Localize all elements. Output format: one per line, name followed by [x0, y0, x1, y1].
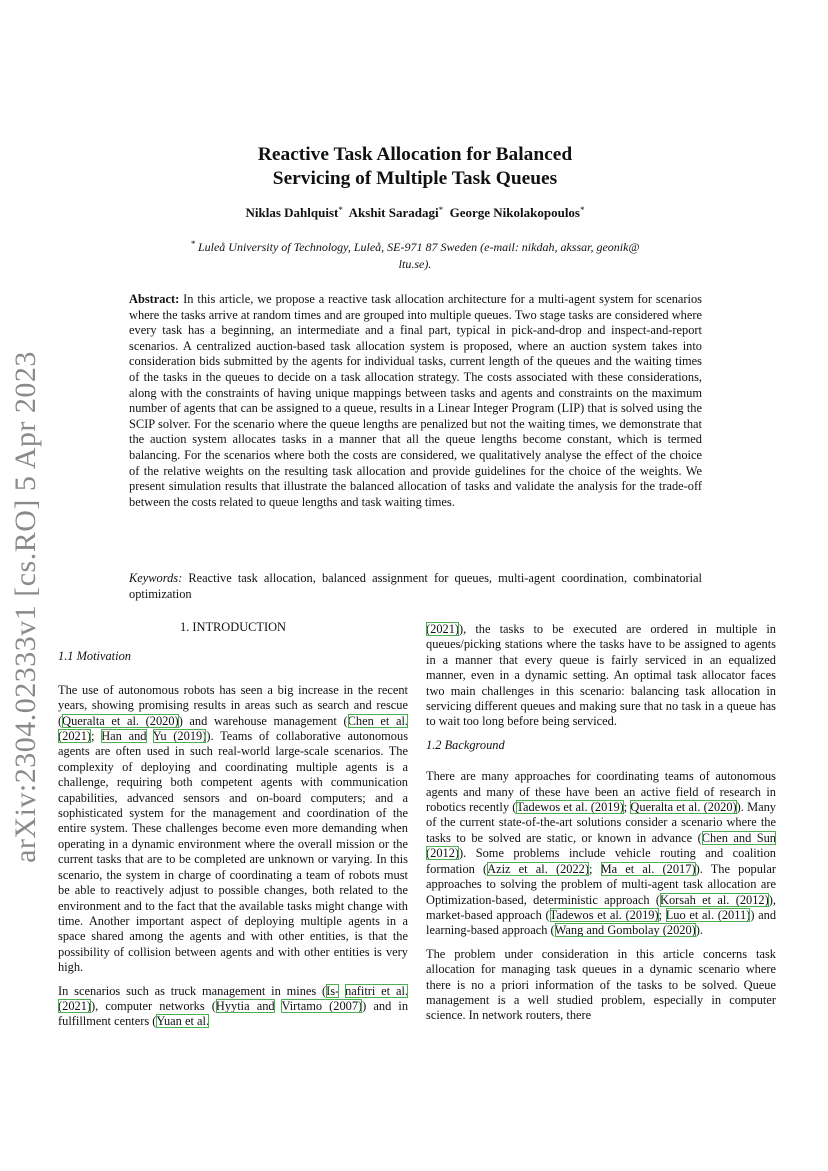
affiliation	[190, 236, 640, 273]
affiliation-text: Luleå University of Technology, Luleå, SE-971 87 Sweden (e-mail: nikdah, akssar, geonik@ ltu.se).	[197, 240, 640, 271]
citation-link[interactable]: Aziz et al. (2022)	[487, 861, 589, 876]
abstract	[129, 292, 702, 510]
paragraph: (2021)), the tasks to be executed are ordered in multiple in queues/picking stations where the tasks have to be assigned to agents in a manner that every queue is fairly serviced in an equalized manner, even in a dynamic setting. An optimal task allocator faces two main challenges in this scenario: balancing task allocation in servicing different queues and making sure that no task in a queue has to wait too long before being serviced.	[426, 622, 776, 729]
author-name: Niklas Dahlquist	[245, 205, 339, 220]
citation-link[interactable]: Queralta et al. (2020)	[62, 713, 179, 728]
abstract-label: Abstract:	[129, 292, 180, 306]
author-list	[160, 205, 670, 221]
subsection-heading-background: 1.2 Background	[426, 737, 505, 752]
keywords-label: Keywords:	[129, 571, 183, 585]
author-mark: *	[579, 205, 585, 215]
left-column	[58, 620, 408, 1038]
citation-link[interactable]: Hyytia and	[215, 998, 275, 1013]
citation-link[interactable]: Yu (2019)	[152, 729, 207, 744]
author-mark: *	[438, 205, 444, 215]
title-line-2: Servicing of Multiple Task Queues	[272, 168, 558, 189]
citation-link[interactable]: Wang and Gombolay (2020)	[554, 923, 696, 938]
citation-link[interactable]: Chen et al. (2021)	[58, 713, 408, 744]
citation-link[interactable]: Queralta et al. (2020)	[630, 800, 737, 815]
keywords-text: Reactive task allocation, balanced assignment for queues, multi-agent coordination, combinatorial optimization	[129, 571, 702, 601]
citation-link[interactable]: Tadewos et al. (2019)	[549, 907, 659, 922]
affiliation-mark: *	[190, 239, 195, 249]
author-name: George Nikolakopoulos	[449, 205, 580, 220]
author-name: Akshit Saradagi	[348, 205, 439, 220]
paragraph: The use of autonomous robots has seen a big increase in the recent years, showing promising results in areas such as search and rescue (Queralta et al. (2020)) and warehouse management (Chen et al. (2021); Han and Yu (2019)). Teams of collaborative autonomous agents are often used in such real-world large-scale scenarios. The complexity of deploying and coordinating multiple agents is a challenge, requiring both competent agents with communication capabilities, advanced sensors and on-board computers; and a sophisticated system for the management and coordination of the entire system. These challenges become even more demanding when operating in a dynamic environment where the overall mission or the current tasks that are to be completed are unknown or varying. In this scenario, the system in charge of coordinating a team of robots must be able to reactively adjust to possible changes, both related to the environment and to the fact that the available tasks might change with time. Another important aspect of deploying multiple agents in a space shared among the agents and with other entities, is that the possibility of collision between agents and with other entities is very high.	[58, 682, 409, 975]
section-heading-introduction: 1. INTRODUCTION	[180, 620, 286, 634]
citation-link[interactable]: Korsah et al. (2012)	[660, 892, 769, 907]
author-mark: *	[338, 205, 343, 215]
paragraph: There are many approaches for coordinating teams of autonomous agents and many of these have been an active field of research in robotics recently (Tadewos et al. (2019); Queralta et al. (2020)). Many of the current state-of-the-art solutions consider a scenario where the tasks to be solved are static, or known in advance (Chen and Sun (2012)). Some problems include vehicle routing and coalition formation (Aziz et al. (2022); Ma et al. (2017)). The popular approaches to solving the problem of multi-agent task allocation are Optimization-based, deterministic approach (Korsah et al. (2012)), market-based approach (Tadewos et al. (2019); Luo et al. (2011)) and learning-based approach (Wang and Gombolay (2020)).	[426, 769, 777, 938]
citation-link[interactable]: nafitri et al. (2021)	[58, 983, 408, 1013]
citation-link[interactable]: Yuan et al.	[156, 1014, 210, 1029]
citation-link[interactable]: Is-	[326, 983, 340, 998]
citation-link[interactable]: Chen and Sun	[701, 830, 776, 845]
title-line-1: Reactive Task Allocation for Balanced	[257, 144, 573, 165]
paragraph: In scenarios such as truck management in mines (Is- nafitri et al. (2021)), computer networks (Hyytia and Virtamo (2007)) and in fulfillment centers (Yuan et al.	[58, 983, 409, 1029]
citation-link[interactable]: Virtamo (2007)	[281, 998, 363, 1013]
citation-link[interactable]: Han and	[101, 729, 147, 744]
right-column	[426, 622, 776, 1032]
paper-title	[160, 143, 670, 191]
citation-link[interactable]: Tadewos et al. (2019)	[516, 800, 624, 815]
citation-link[interactable]: (2021)	[426, 622, 460, 636]
citation-link[interactable]: Luo et al. (2011)	[665, 907, 751, 922]
paragraph: The problem under consideration in this article concerns task allocation for managing task queues in a dynamic scenario where there is no a priori information of the tasks to be solved. Queue management is a well studied problem, especially in computer science. In network routers, there	[426, 946, 776, 1023]
citation-link[interactable]: Ma et al. (2017)	[600, 861, 696, 876]
abstract-text: In this article, we propose a reactive task allocation architecture for a multi-agent system for scenarios where the tasks arrive at random times and are grouped into multiple queues. Two stage tasks are considered where every task has a beginning, an intermediate and a final part, typical in pick-and-drop and inspect-and-report scenarios. A centralized auction-based task allocation system is proposed, where an auction system takes into consideration bids submitted by the agents for individual tasks, current length of the queues and the waiting times of the tasks in the queues to decide on a task allocation strategy. The costs associated with these considerations, along with the constraints of having unique mappings between tasks and agents and constraints on the maximum number of agents that can be assigned to a queue, results in a Linear Integer Program (LIP) that is solved using the SCIP solver. For the scenario where the queue lengths are penalized but not the waiting times, we demonstrate that the auction system allocates tasks in a manner that all the queue lengths become constant, which is termed balancing. For the scenarios where both the costs are considered, we qualitatively analyse the effect of the choice of the relative weights on the resulting task allocation and provide guidelines for the choice of the weights. We present simulation results that illustrate the balanced allocation of tasks and validate the analysis for the trade-off between the costs related to queue lengths and task waiting times.	[129, 292, 703, 509]
subsection-heading-motivation: 1.1 Motivation	[58, 649, 131, 664]
keywords	[129, 571, 702, 602]
arxiv-identifier: arXiv:2304.02333v1 [cs.RO] 5 Apr 2023	[9, 351, 42, 863]
citation-link[interactable]: (2012)	[426, 846, 460, 861]
